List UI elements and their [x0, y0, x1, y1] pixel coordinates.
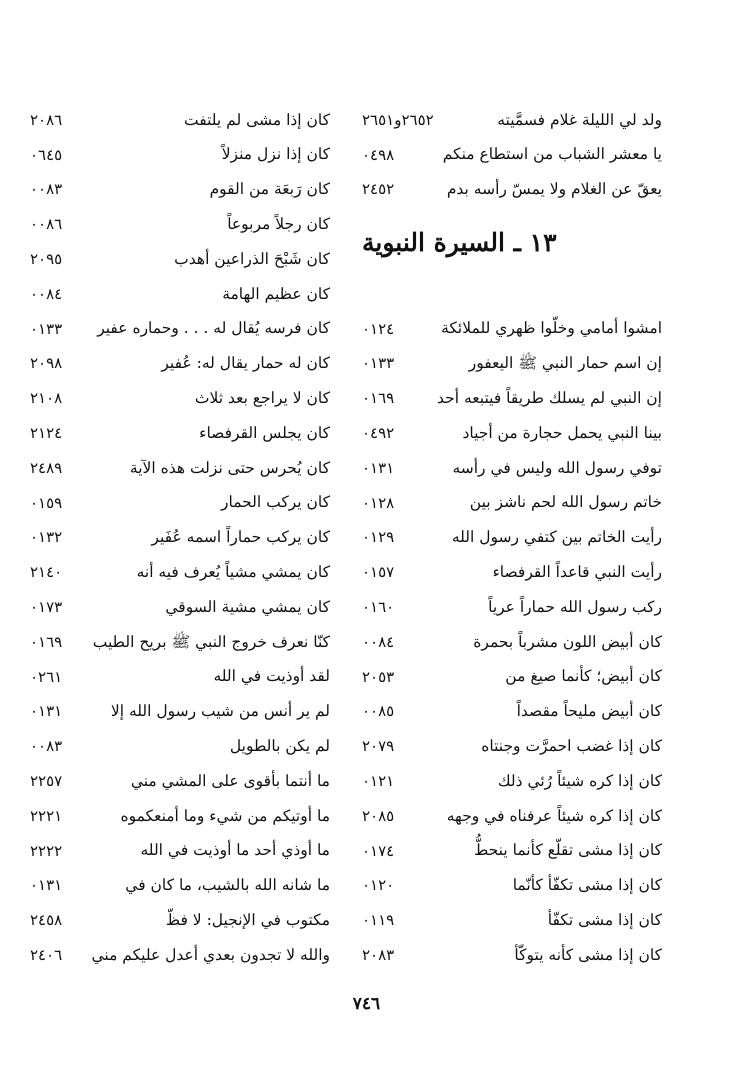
- index-entry: [362, 555, 662, 590]
- right-column: [362, 103, 662, 973]
- entry-text: والله لا تجدون بعدي أعدل عليكم مني: [91, 945, 330, 964]
- entry-ref-number: ٢٢٢٢: [30, 841, 63, 860]
- index-entry: [30, 138, 330, 173]
- index-entry: [362, 347, 662, 382]
- entry-text: يا معشر الشباب من استطاع منكم: [442, 145, 662, 164]
- entry-text: كان عظيم الهامة: [222, 284, 330, 303]
- index-entry: [30, 521, 330, 556]
- entry-ref-number: ٠١٣٣: [362, 354, 395, 373]
- entry-ref-number: ٠١١٩: [362, 911, 395, 930]
- index-entry: [362, 173, 662, 208]
- index-entry: [362, 486, 662, 521]
- index-entry: [362, 381, 662, 416]
- entry-text: كان له حمار يقال له: عُفير: [161, 354, 330, 373]
- index-entry: [362, 834, 662, 869]
- entry-ref-number: ٠١٢١: [362, 772, 395, 791]
- entry-text: كان إذا مشى تكفّأ كأنّما: [512, 876, 662, 895]
- entry-ref-number: ٠١٥٩: [30, 493, 63, 512]
- entry-ref-number: ٠٤٩٢: [362, 424, 395, 443]
- entry-ref-number: ٠١٢٤: [362, 319, 395, 338]
- index-entry: [30, 173, 330, 208]
- index-entry: [362, 903, 662, 938]
- entry-ref-number: ٢١٢٤: [30, 424, 63, 443]
- entry-text: كان إذا نزل منزلاً: [221, 145, 330, 164]
- entry-text: لم ير أنس من شيب رسول الله إلا: [110, 702, 330, 721]
- entry-ref-number: ٢٤٥٨: [30, 911, 63, 930]
- entry-text: كان أبيض مليحاً مقصداً: [516, 702, 662, 721]
- entry-ref-number: ٠١٢٨: [362, 493, 395, 512]
- entry-text: كان إذا مشى تكفّأ: [547, 910, 662, 929]
- entry-ref-number: ٢١٤٠: [30, 563, 63, 582]
- entry-ref-number: ٠٠٨٥: [362, 702, 395, 721]
- index-entry: [30, 207, 330, 242]
- entry-ref-number: ٠١٢٠: [362, 876, 395, 895]
- index-entry: [30, 590, 330, 625]
- entry-text: كان إذا كره شيئاً عرفناه في وجهه: [446, 806, 662, 825]
- entry-ref-number: ٢٢٥٧: [30, 772, 63, 791]
- index-entry: [30, 486, 330, 521]
- page-number: ٧٤٦: [352, 994, 381, 1014]
- entry-ref-number: ٠١٧٤: [362, 841, 395, 860]
- index-entry: [30, 451, 330, 486]
- index-entry: [362, 729, 662, 764]
- entry-ref-number: ٠١٢٩: [362, 528, 395, 547]
- index-entry: [30, 103, 330, 138]
- entry-ref-number: ٢٠٩٨: [30, 354, 63, 373]
- left-column: [30, 103, 330, 973]
- entry-text: ما أوذي أحد ما أوذيت في الله: [140, 841, 330, 860]
- entry-ref-number: ٢٦٥٢و٢٦٥١: [362, 110, 434, 129]
- entry-text: رأيت الخاتم بين كتفي رسول الله: [451, 528, 662, 547]
- index-entry: [30, 834, 330, 869]
- entry-text: كان إذا غضب احمرَّت وجنتاه: [481, 736, 662, 755]
- index-entry: [362, 938, 662, 973]
- index-entry: [30, 347, 330, 382]
- index-entry: [362, 660, 662, 695]
- entry-text: كان يمشي مشية السوقي: [165, 597, 330, 616]
- entry-ref-number: ٢٤٥٢: [362, 180, 395, 199]
- entry-text: كان يُحرس حتى نزلت هذه الآية: [129, 458, 330, 477]
- entry-ref-number: ٢٠٩٥: [30, 250, 63, 269]
- entry-text: كان إذا مشى كأنه يتوكّأ: [514, 945, 662, 964]
- index-entry: [362, 451, 662, 486]
- section-heading: ١٣ ـ السيرة النبوية: [362, 227, 557, 257]
- index-entry: [362, 625, 662, 660]
- index-entry: [362, 521, 662, 556]
- index-entry: [30, 799, 330, 834]
- right-entries: [362, 312, 662, 973]
- entry-text: كان أبيض؛ كأنما صيغ من: [505, 667, 662, 686]
- entry-ref-number: ٠٠٨٣: [30, 737, 63, 756]
- entry-text: لقد أوذيت في الله: [213, 667, 330, 686]
- entry-ref-number: ٠٠٨٣: [30, 180, 63, 199]
- entry-ref-number: ٠١٥٧: [362, 563, 395, 582]
- entry-text: كان رَبعَة من القوم: [209, 180, 330, 199]
- index-entry: [30, 555, 330, 590]
- entry-ref-number: ٢١٠٨: [30, 389, 63, 408]
- entry-text: امشوا أمامي وخلّوا ظهري للملائكة: [441, 319, 662, 338]
- entry-ref-number: ٠١٣١: [30, 702, 63, 721]
- entry-ref-number: ٢٠٨٦: [30, 110, 63, 129]
- entry-text: ركب رسول الله حماراً عرياً: [488, 597, 662, 616]
- index-entry: [30, 660, 330, 695]
- index-entry: [30, 729, 330, 764]
- index-entry: [362, 138, 662, 173]
- entry-ref-number: ٠٠٨٦: [30, 215, 63, 234]
- index-entry: [30, 277, 330, 312]
- entry-text: ما شانه الله بالشيب، ما كان في: [125, 876, 330, 895]
- index-entry: [362, 869, 662, 904]
- index-entry: [30, 869, 330, 904]
- entry-text: خاتم رسول الله لحم ناشز بين: [469, 493, 662, 512]
- entry-ref-number: ٠١٦٩: [30, 632, 63, 651]
- right-top-entries: [362, 103, 662, 207]
- entry-text: كان يجلس القرفصاء: [199, 423, 330, 442]
- index-entry: [30, 938, 330, 973]
- entry-text: كان شَبْحَ الذراعين أهدب: [174, 249, 330, 268]
- entry-ref-number: ٠١٦٠: [362, 598, 395, 617]
- entry-text: كان يركب حماراً اسمه عُفَير: [151, 528, 330, 547]
- index-entry: [362, 695, 662, 730]
- entry-text: كان أبيض اللون مشرباً بحمرة: [473, 632, 662, 651]
- entry-ref-number: ٢٠٨٥: [362, 806, 395, 825]
- entry-text: ولد لي الليلة غلام فسمَّيته: [497, 110, 662, 129]
- entry-ref-number: ٢٠٨٣: [362, 946, 395, 965]
- index-entry: [30, 695, 330, 730]
- entry-ref-number: ٠٠٨٤: [30, 284, 63, 303]
- index-entry: [362, 764, 662, 799]
- entry-text: إن النبي لم يسلك طريقاً فيتبعه أحد: [437, 389, 662, 408]
- entry-ref-number: ٠٦٤٥: [30, 145, 63, 164]
- entry-ref-number: ٠١٣١: [30, 876, 63, 895]
- index-entry: [362, 799, 662, 834]
- entry-text: توفي رسول الله وليس في رأسه: [452, 458, 662, 477]
- index-entry: [30, 625, 330, 660]
- entry-text: لم يكن بالطويل: [229, 736, 330, 755]
- index-entry: [362, 103, 662, 138]
- entry-text: يعقّ عن الغلام ولا يمسّ رأسه بدم: [446, 180, 662, 199]
- entry-ref-number: ٢٠٥٣: [362, 667, 395, 686]
- index-entry: [30, 764, 330, 799]
- entry-text: كان يمشي مشياً يُعرف فيه أنه: [136, 563, 330, 581]
- index-entry: [30, 242, 330, 277]
- entry-text: مكتوب في الإنجيل: لا فظّ: [165, 910, 330, 929]
- entry-text: كان لا يراجع بعد ثلاث: [194, 389, 330, 408]
- index-entry: [30, 312, 330, 347]
- entry-ref-number: ٠١٣٣: [30, 319, 63, 338]
- entry-ref-number: ٢٤٠٦: [30, 946, 63, 965]
- entry-text: كان فرسه يُقال له . . . وحماره عفير: [97, 319, 330, 338]
- entry-text: إن اسم حمار النبي ﷺ اليعفور: [468, 354, 662, 373]
- entry-ref-number: ٢٤٨٩: [30, 458, 63, 477]
- entry-ref-number: ٢٢٢١: [30, 806, 63, 825]
- index-entry: [30, 903, 330, 938]
- index-entry: [30, 416, 330, 451]
- entry-text: كان إذا مشى لم يلتفت: [184, 110, 330, 129]
- left-entries: [30, 103, 330, 973]
- index-entry: [30, 381, 330, 416]
- entry-ref-number: ٠١٣١: [362, 458, 395, 477]
- entry-ref-number: ٠١٧٣: [30, 598, 63, 617]
- entry-text: كان يركب الحمار: [220, 493, 330, 512]
- index-entry: [362, 590, 662, 625]
- index-entry: [362, 416, 662, 451]
- entry-text: بينا النبي يحمل حجارة من أجياد: [462, 423, 662, 442]
- entry-ref-number: ٠٤٩٨: [362, 145, 395, 164]
- entry-ref-number: ٠٢٦١: [30, 667, 63, 686]
- entry-ref-number: ٢٠٧٩: [362, 737, 395, 756]
- entry-text: كان رجلاً مربوعاً: [227, 215, 330, 234]
- entry-ref-number: ٠١٦٩: [362, 389, 395, 408]
- entry-text: كنّا نعرف خروج النبي ﷺ بريح الطيب: [92, 632, 330, 651]
- index-entry: [362, 312, 662, 347]
- entry-text: ما أوتيكم من شيء وما أمنعكموه: [120, 806, 330, 825]
- entry-text: كان إذا كره شيئاً رُئي ذلك: [497, 771, 662, 790]
- entry-ref-number: ٠٠٨٤: [362, 632, 395, 651]
- entry-text: رأيت النبي قاعداً القرفصاء: [492, 563, 662, 581]
- entry-ref-number: ٠١٣٢: [30, 528, 63, 547]
- heading-spacer: [362, 277, 662, 312]
- entry-text: كان إذا مشى تقلّع كأنما ينحطُّ: [473, 841, 662, 860]
- entry-text: ما أنتما بأقوى على المشي مني: [130, 771, 330, 790]
